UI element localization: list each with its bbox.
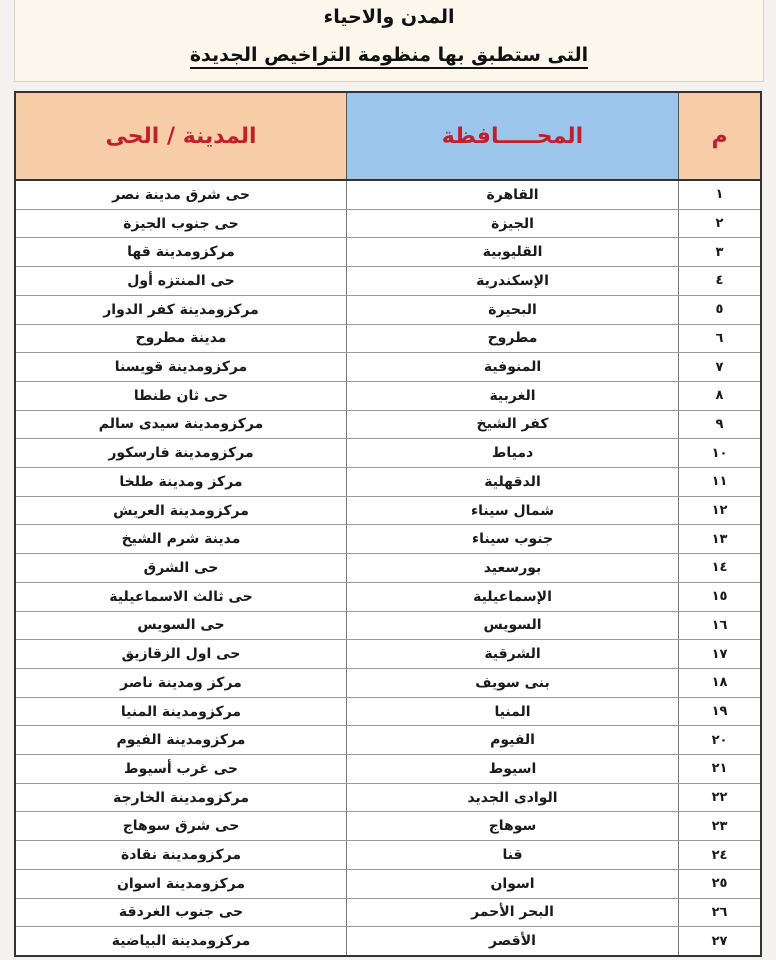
table-row bbox=[16, 870, 760, 899]
table-row bbox=[16, 525, 760, 554]
row-number: ٣ bbox=[678, 238, 760, 266]
cities-table bbox=[14, 91, 762, 957]
row-governorate: الإسماعيلية bbox=[346, 583, 678, 611]
row-number: ١٧ bbox=[678, 640, 760, 668]
row-city: مركزومدينة قها bbox=[127, 244, 235, 261]
row-city: حى اول الزقازيق bbox=[121, 646, 241, 663]
row-governorate: الغربية bbox=[346, 382, 678, 410]
row-city: مركزومدينة المنيا bbox=[120, 703, 242, 720]
row-governorate: مطروح bbox=[346, 325, 678, 353]
row-governorate: القاهرة bbox=[346, 181, 678, 209]
table-row bbox=[16, 181, 760, 210]
table-row bbox=[16, 755, 760, 784]
row-governorate: البحيرة bbox=[346, 296, 678, 324]
row-city: حى شرق سوهاج bbox=[122, 818, 240, 835]
row-governorate: القليوبية bbox=[346, 238, 678, 266]
row-governorate: المنوفية bbox=[346, 353, 678, 381]
row-governorate: شمال سيناء bbox=[346, 497, 678, 525]
row-number: ٩ bbox=[678, 411, 760, 439]
row-governorate: البحر الأحمر bbox=[346, 899, 678, 927]
row-city: مركزومدينة قويسنا bbox=[114, 359, 248, 376]
table-row bbox=[16, 353, 760, 382]
row-city: حى شرق مدينة نصر bbox=[112, 186, 250, 203]
row-governorate: جنوب سيناء bbox=[346, 525, 678, 553]
row-city: حى ثان طنطا bbox=[133, 387, 229, 404]
row-governorate: بورسعيد bbox=[346, 554, 678, 582]
row-governorate: السويس bbox=[346, 612, 678, 640]
page-title: المدن والاحياء bbox=[323, 6, 455, 28]
row-city: مدينة شرم الشيخ bbox=[121, 531, 241, 548]
table-row bbox=[16, 841, 760, 870]
row-number: ١ bbox=[678, 181, 760, 209]
row-city: حى الشرق bbox=[143, 559, 219, 576]
row-governorate: الإسكندرية bbox=[346, 267, 678, 295]
row-governorate: الشرقية bbox=[346, 640, 678, 668]
row-governorate: بنى سويف bbox=[346, 669, 678, 697]
table-row bbox=[16, 439, 760, 468]
row-number: ٢٤ bbox=[678, 841, 760, 869]
row-number: ٢٣ bbox=[678, 812, 760, 840]
row-governorate: اسوان bbox=[346, 870, 678, 898]
row-governorate: الأقصر bbox=[346, 927, 678, 955]
row-city: مركز ومدينة ناصر bbox=[120, 674, 242, 691]
row-governorate: قنا bbox=[346, 841, 678, 869]
row-governorate: اسيوط bbox=[346, 755, 678, 783]
row-number: ٦ bbox=[678, 325, 760, 353]
header-number: م bbox=[678, 93, 760, 179]
row-governorate: الفيوم bbox=[346, 726, 678, 754]
row-number: ١٤ bbox=[678, 554, 760, 582]
table-row bbox=[16, 554, 760, 583]
title-box bbox=[14, 0, 764, 82]
table-row bbox=[16, 238, 760, 267]
table-row bbox=[16, 669, 760, 698]
row-number: ٢٥ bbox=[678, 870, 760, 898]
row-number: ٧ bbox=[678, 353, 760, 381]
row-city: حى السويس bbox=[137, 617, 225, 634]
row-number: ٢٦ bbox=[678, 899, 760, 927]
table-row bbox=[16, 497, 760, 526]
row-number: ١٢ bbox=[678, 497, 760, 525]
row-number: ١٣ bbox=[678, 525, 760, 553]
row-number: ١٥ bbox=[678, 583, 760, 611]
header-governorate: المحـــــافظة bbox=[346, 93, 678, 179]
row-city: مدينة مطروح bbox=[135, 330, 227, 347]
page-subtitle-text: التى ستطبق بها منظومة التراخيص الجديدة bbox=[190, 44, 588, 69]
table-row bbox=[16, 382, 760, 411]
page-subtitle bbox=[15, 44, 763, 66]
table-row bbox=[16, 411, 760, 440]
table-row bbox=[16, 640, 760, 669]
row-number: ٥ bbox=[678, 296, 760, 324]
row-governorate: المنيا bbox=[346, 698, 678, 726]
row-city: حى ثالث الاسماعيلية bbox=[109, 588, 253, 605]
row-city: مركزومدينة نقادة bbox=[120, 847, 242, 864]
table-row bbox=[16, 468, 760, 497]
row-governorate: الجيزة bbox=[346, 210, 678, 238]
row-city: مركزومدينة فارسكور bbox=[108, 445, 254, 462]
row-city: حى جنوب الجيزة bbox=[123, 215, 239, 232]
table-row bbox=[16, 812, 760, 841]
row-number: ١٦ bbox=[678, 612, 760, 640]
row-city: مركزومدينة كفر الدوار bbox=[103, 301, 259, 318]
table-row bbox=[16, 899, 760, 928]
row-city: مركزومدينة الفيوم bbox=[116, 732, 246, 749]
row-governorate: الدقهلية bbox=[346, 468, 678, 496]
row-number: ٢ bbox=[678, 210, 760, 238]
row-number: ٢٢ bbox=[678, 784, 760, 812]
row-number: ١٩ bbox=[678, 698, 760, 726]
table-body bbox=[16, 181, 760, 955]
row-number: ١١ bbox=[678, 468, 760, 496]
table-row bbox=[16, 784, 760, 813]
row-city: حى المنتزه أول bbox=[127, 272, 235, 289]
row-number: ١٨ bbox=[678, 669, 760, 697]
row-number: ٢٠ bbox=[678, 726, 760, 754]
table-row bbox=[16, 726, 760, 755]
table-row bbox=[16, 927, 760, 955]
table-header bbox=[16, 93, 760, 181]
row-number: ٨ bbox=[678, 382, 760, 410]
row-governorate: الوادى الجديد bbox=[346, 784, 678, 812]
row-number: ٤ bbox=[678, 267, 760, 295]
header-city: المدينة / الحى bbox=[16, 93, 346, 179]
row-number: ٢٧ bbox=[678, 927, 760, 955]
row-governorate: سوهاج bbox=[346, 812, 678, 840]
table-row bbox=[16, 325, 760, 354]
row-city: مركزومدينة الخارجة bbox=[112, 789, 250, 806]
row-city: مركزومدينة البياضية bbox=[111, 933, 251, 950]
row-governorate: كفر الشيخ bbox=[346, 411, 678, 439]
row-city: مركزومدينة العريش bbox=[113, 502, 249, 519]
row-governorate: دمياط bbox=[346, 439, 678, 467]
table-row bbox=[16, 267, 760, 296]
table-row bbox=[16, 698, 760, 727]
row-city: مركز ومدينة طلخا bbox=[119, 473, 243, 490]
table-row bbox=[16, 583, 760, 612]
table-row bbox=[16, 612, 760, 641]
table-row bbox=[16, 210, 760, 239]
row-city: مركزومدينة سيدى سالم bbox=[98, 416, 264, 433]
row-city: حى غرب أسيوط bbox=[124, 760, 238, 777]
table-row bbox=[16, 296, 760, 325]
row-city: حى جنوب الغردقة bbox=[118, 904, 244, 921]
row-city: مركزومدينة اسوان bbox=[116, 875, 246, 892]
row-number: ١٠ bbox=[678, 439, 760, 467]
row-number: ٢١ bbox=[678, 755, 760, 783]
